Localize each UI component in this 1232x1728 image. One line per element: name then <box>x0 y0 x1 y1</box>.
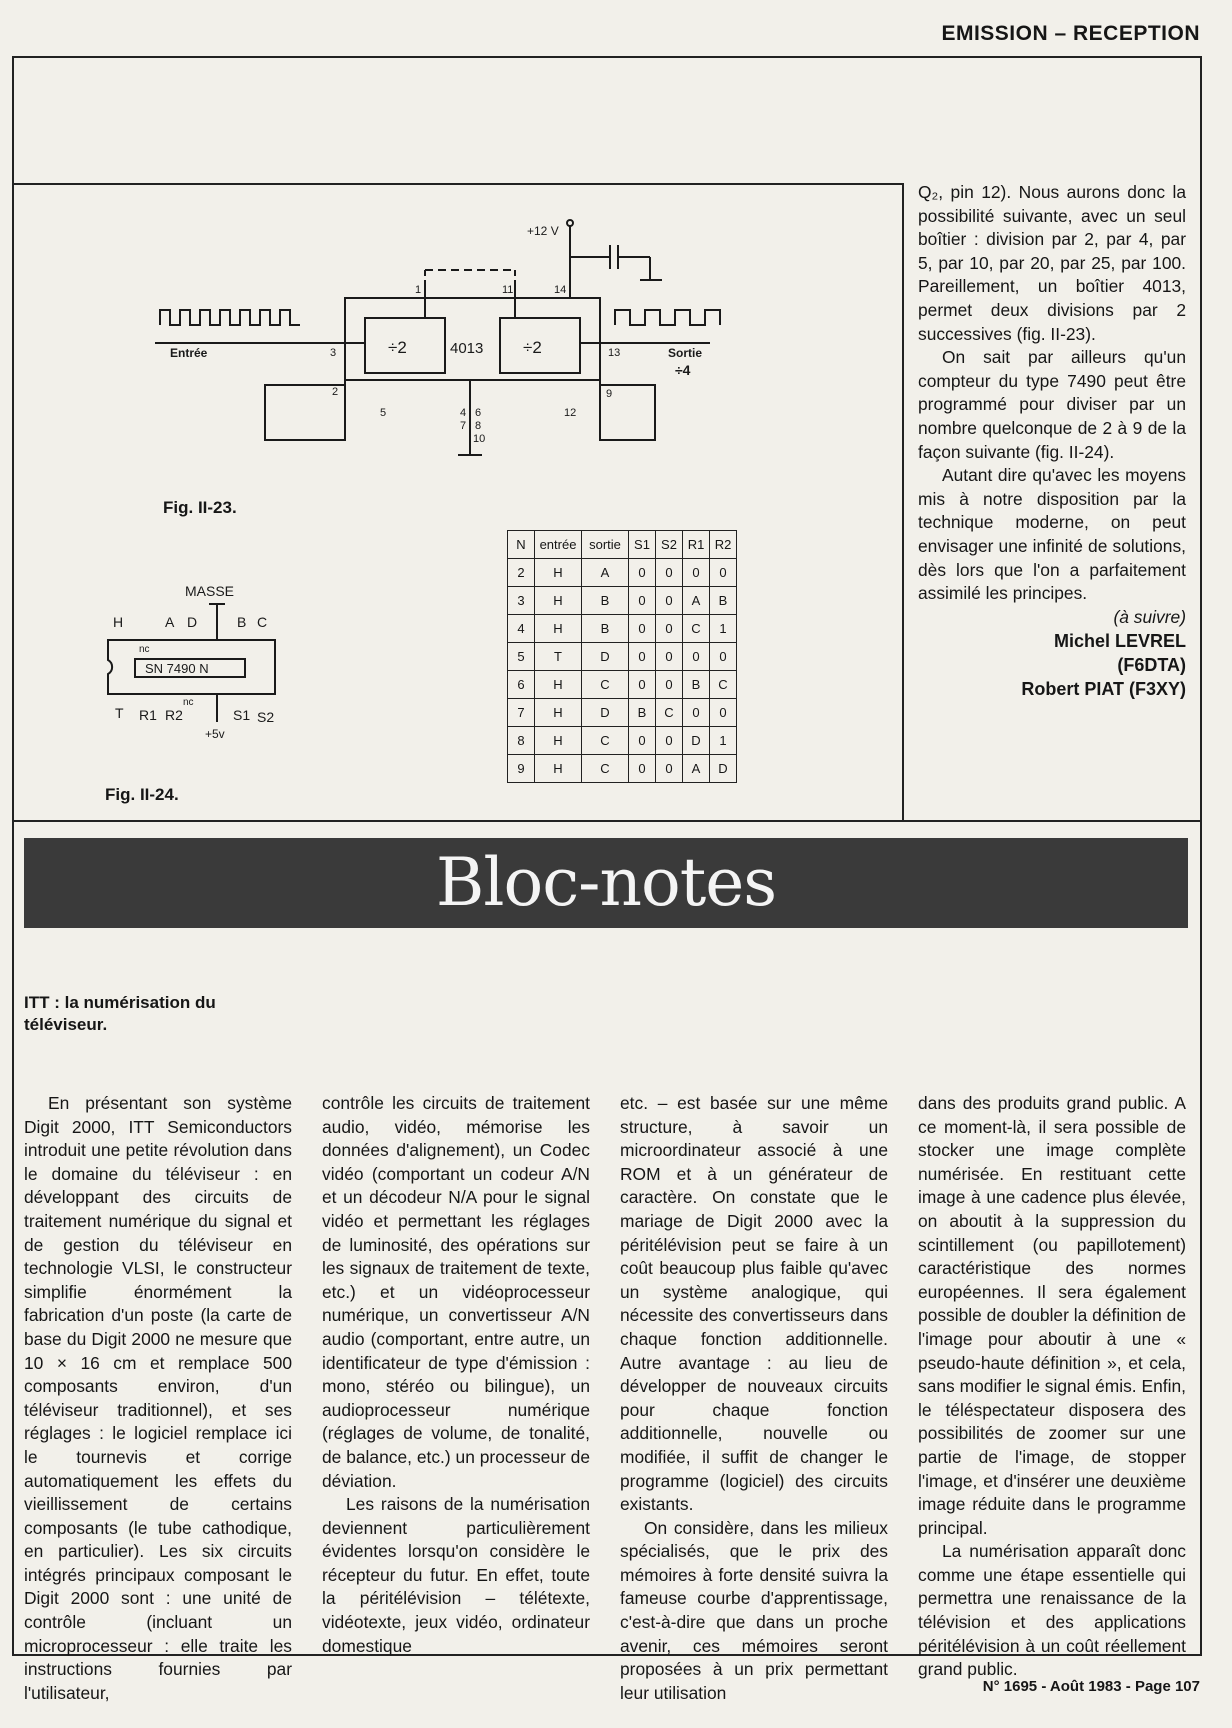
paragraph: dans des produits grand public. A ce moment-là, il sera possible de stocker une image complète numérisée. En restituant cette image à une cadence plus élevée, on aboutit à la suppression du scintillement (ou papillotement) caractéristique des normes européennes. Il sera également possible de doubler la définition de l'image pour aboutir à une « pseudo-haute définition », et cela, sans modifier le signal émis. Enfin, le téléspectateur disposera des possibilités de zoomer sur une partie de l'image, de stopper l'image, et d'insérer une deuxième image réduite dans le programme principal. <box>918 1093 1186 1538</box>
table-row <box>508 755 737 783</box>
table-cell: H <box>535 699 582 727</box>
supply-label: +5v <box>205 727 225 741</box>
table-cell: D <box>710 755 737 783</box>
section-header: EMISSION – RECEPTION <box>941 22 1200 45</box>
table-cell: 0 <box>629 643 656 671</box>
table-cell: C <box>582 727 629 755</box>
table-cell: D <box>582 699 629 727</box>
table-cell: C <box>582 755 629 783</box>
table-cell: 8 <box>508 727 535 755</box>
table-cell: 2 <box>508 559 535 587</box>
truth-table <box>507 530 737 783</box>
article-column-1 <box>24 1092 292 1705</box>
to-be-continued: (à suivre) <box>1113 606 1186 627</box>
article-column-2 <box>322 1092 590 1658</box>
nc-label: nc <box>183 697 194 708</box>
table-row <box>508 643 737 671</box>
table-header: entrée <box>535 531 582 559</box>
table-cell: H <box>535 615 582 643</box>
pin-label: 5 <box>380 407 387 419</box>
table-cell: 0 <box>656 587 683 615</box>
table-cell: H <box>535 587 582 615</box>
table-cell: 0 <box>710 559 737 587</box>
table-header: R2 <box>710 531 737 559</box>
table-cell: C <box>683 615 710 643</box>
table-cell: A <box>683 587 710 615</box>
pin-label: R2 <box>165 707 183 723</box>
pin-label: T <box>115 705 124 721</box>
author-2: Robert PIAT (F3XY) <box>1021 679 1186 700</box>
pin-label: 11 <box>502 284 514 296</box>
table-cell: H <box>535 755 582 783</box>
input-square-wave <box>160 310 300 325</box>
input-label: Entrée <box>170 346 208 360</box>
pin-label: 13 <box>608 347 621 359</box>
masse-label: MASSE <box>185 583 235 599</box>
table-cell: 0 <box>656 727 683 755</box>
table-cell: 1 <box>710 727 737 755</box>
fig-ii-24-chip <box>105 582 305 762</box>
table-cell: 0 <box>656 615 683 643</box>
output-square-wave <box>615 310 720 325</box>
table-cell: D <box>582 643 629 671</box>
table-header: sortie <box>582 531 629 559</box>
table-cell: 0 <box>683 699 710 727</box>
table-header: R1 <box>683 531 710 559</box>
pin-label: S1 <box>233 707 251 723</box>
table-cell: 1 <box>710 615 737 643</box>
table-cell: A <box>683 755 710 783</box>
pin-label: 9 <box>606 388 613 400</box>
pin-label: 4 <box>460 407 467 419</box>
chip-4013-body <box>345 298 600 380</box>
pin-label: 12 <box>564 407 577 419</box>
table-cell: 0 <box>629 587 656 615</box>
paragraph: contrôle les circuits de traitement audio, vidéo, mémorise les données d'alignement), un Codec vidéo (comportant un codeur A/N et un décodeur N/A pour le signal vidéo et permettant les réglages de luminosité, des opérations sur les signaux de traitement de texte, etc.) et un vidéoprocesseur numérique, un convertisseur A/N audio (comportant, entre autre, un identificateur de type d'émission : mono, stéréo ou bilingue), un audioprocesseur numérique (réglages de volume, de tonalité, de balance, etc.) un processeur de déviation. <box>322 1093 590 1491</box>
banner-title: Bloc-notes <box>435 844 777 921</box>
paragraph: En présentant son système Digit 2000, ITT Semiconductors introduit une petite révolution dans le domaine du téléviseur : en développant des circuits de traitement numérique du signal et de gestion du téléviseur en technologie VLSI, le constructeur simplifie énormément la fabrication d'un poste (la carte de base du Digit 2000 ne mesure que 10 × 16 cm et remplace 500 composants environ, d'un téléviseur traditionnel), et ses réglages : le logiciel remplace ici le tournevis et corrige automatiquement les effets du vieillissement de certains composants (le tube cathodique, en particulier). Les six circuits intégrés principaux composant le Digit 2000 sont : une unité de contrôle (incluant un microprocesseur : elle traite les instructions fournies par l'utilisateur, <box>24 1093 292 1703</box>
table-cell: 0 <box>629 727 656 755</box>
table-cell: B <box>629 699 656 727</box>
table-cell: 0 <box>710 643 737 671</box>
table-cell: 0 <box>656 671 683 699</box>
pin-label: 2 <box>332 386 339 398</box>
table-cell: 9 <box>508 755 535 783</box>
table-cell: D <box>683 727 710 755</box>
table-cell: B <box>582 587 629 615</box>
table-header: S2 <box>656 531 683 559</box>
pin-label: 7 <box>460 420 467 432</box>
table-cell: H <box>535 559 582 587</box>
paragraph: Les raisons de la numérisation deviennent particulièrement évidentes lorsqu'on considère le récepteur du futur. En effet, toute la péritélévision – télétexte, vidéotexte, jeux vidéo, ordinateur domestique <box>322 1494 590 1656</box>
table-header-row <box>508 531 737 559</box>
table-cell: 0 <box>683 643 710 671</box>
table-cell: 0 <box>710 699 737 727</box>
table-row <box>508 615 737 643</box>
pin-label: H <box>113 614 124 630</box>
pin-label: S2 <box>257 709 275 725</box>
table-cell: 0 <box>629 755 656 783</box>
table-cell: H <box>535 727 582 755</box>
page-footer: N° 1695 - Août 1983 - Page 107 <box>982 1678 1200 1695</box>
nc-label: nc <box>139 644 150 655</box>
paragraph: On sait par ailleurs qu'un compteur du type 7490 peut être programmé pour diviser par un nombre quelconque de 2 à 9 de la façon suivante (fig. II-24). <box>918 347 1186 462</box>
table-row <box>508 559 737 587</box>
table-cell: B <box>582 615 629 643</box>
bloc-notes-banner <box>24 838 1188 928</box>
table-cell: B <box>683 671 710 699</box>
author-1: Michel LEVREL <box>1053 631 1186 652</box>
chip-label: 4013 <box>450 340 484 357</box>
table-cell: C <box>656 699 683 727</box>
divider-label-1: ÷2 <box>388 338 407 357</box>
table-cell: 0 <box>683 559 710 587</box>
table-cell: A <box>582 559 629 587</box>
pin-label: D <box>187 614 198 630</box>
right-column-text <box>918 181 1186 701</box>
table-row <box>508 727 737 755</box>
table-cell: H <box>535 671 582 699</box>
pin-label: 6 <box>475 407 482 419</box>
article-column-3 <box>620 1092 888 1705</box>
table-cell: 3 <box>508 587 535 615</box>
article-column-4 <box>918 1092 1186 1682</box>
table-cell: T <box>535 643 582 671</box>
pin-label: A <box>165 614 175 630</box>
output-ratio: ÷4 <box>675 362 691 378</box>
table-cell: 6 <box>508 671 535 699</box>
paragraph: Q₂, pin 12). Nous aurons donc la possibilité suivante, avec un seul boîtier : division par 2, par 4, par 5, par 10, par 20, par 25, par 100. Pareillement, un boîtier 4013, permet deux divisions par 2 successives (fig. II-23). <box>918 182 1186 344</box>
table-header: S1 <box>629 531 656 559</box>
paragraph: etc. – est basée sur une même structure, à savoir un microordinateur associé à une ROM et à un générateur de caractère. On constate que le mariage de Digit 2000 avec la péritélévision peut se faire à un coût beaucoup plus faible qu'avec un système analogique, qui nécessite des convertisseurs dans chaque fonction additionnelle. Autre avantage : au lieu de développer de nouveaux circuits pour chaque fonction additionnelle, nouvelle ou modifiée, il suffit de changer le programme (logiciel) des circuits existants. <box>620 1093 888 1515</box>
pin-label: 8 <box>475 420 482 432</box>
table-row <box>508 587 737 615</box>
paragraph: Autant dire qu'avec les moyens mis à notre disposition par la technique moderne, on peut envisager une infinité de solutions, dès lors que l'on a parfaitement assimilé les principes. <box>918 465 1186 604</box>
pin-label: 10 <box>473 433 486 445</box>
pin-label: 1 <box>415 284 422 296</box>
fig-ii-24-caption: Fig. II-24. <box>105 785 179 804</box>
paragraph: On considère, dans les milieux spécialisés, que le prix des mémoires à forte densité suivra la fameuse courbe d'apprentissage, c'est-à-dire que dans un proche avenir, ces mémoires seront proposées à un prix permettant leur utilisation <box>620 1517 888 1703</box>
table-cell: 7 <box>508 699 535 727</box>
divider-line <box>12 820 1202 822</box>
pin-label: B <box>237 614 247 630</box>
table-cell: 0 <box>629 671 656 699</box>
article-title: ITT : la numérisation du téléviseur. <box>24 993 216 1034</box>
paragraph: La numérisation apparaît donc comme une étape essentielle qui permettra une renaissance de la télévision et des applications péritélévision à un coût réellement grand public. <box>918 1541 1186 1680</box>
table-row <box>508 699 737 727</box>
table-cell: 0 <box>656 755 683 783</box>
table-cell: C <box>582 671 629 699</box>
table-row <box>508 671 737 699</box>
pin-label: C <box>257 614 268 630</box>
author-1-callsign: (F6DTA) <box>1117 655 1186 676</box>
fig-ii-23-schematic <box>150 215 730 475</box>
table-cell: 0 <box>656 559 683 587</box>
table-header: N <box>508 531 535 559</box>
table-cell: 0 <box>629 615 656 643</box>
table-cell: C <box>710 671 737 699</box>
table-cell: 5 <box>508 643 535 671</box>
supply-label: +12 V <box>527 224 559 238</box>
pin-label: R1 <box>139 707 157 723</box>
divider-label-2: ÷2 <box>523 338 542 357</box>
table-cell: 0 <box>656 643 683 671</box>
table-cell: B <box>710 587 737 615</box>
table-cell: 0 <box>629 559 656 587</box>
pin-label: 14 <box>554 284 567 296</box>
output-label: Sortie <box>668 346 703 360</box>
fig-ii-23-caption: Fig. II-23. <box>163 498 237 517</box>
pin-label: 3 <box>330 347 337 359</box>
table-cell: 4 <box>508 615 535 643</box>
chip-label: SN 7490 N <box>145 661 209 676</box>
